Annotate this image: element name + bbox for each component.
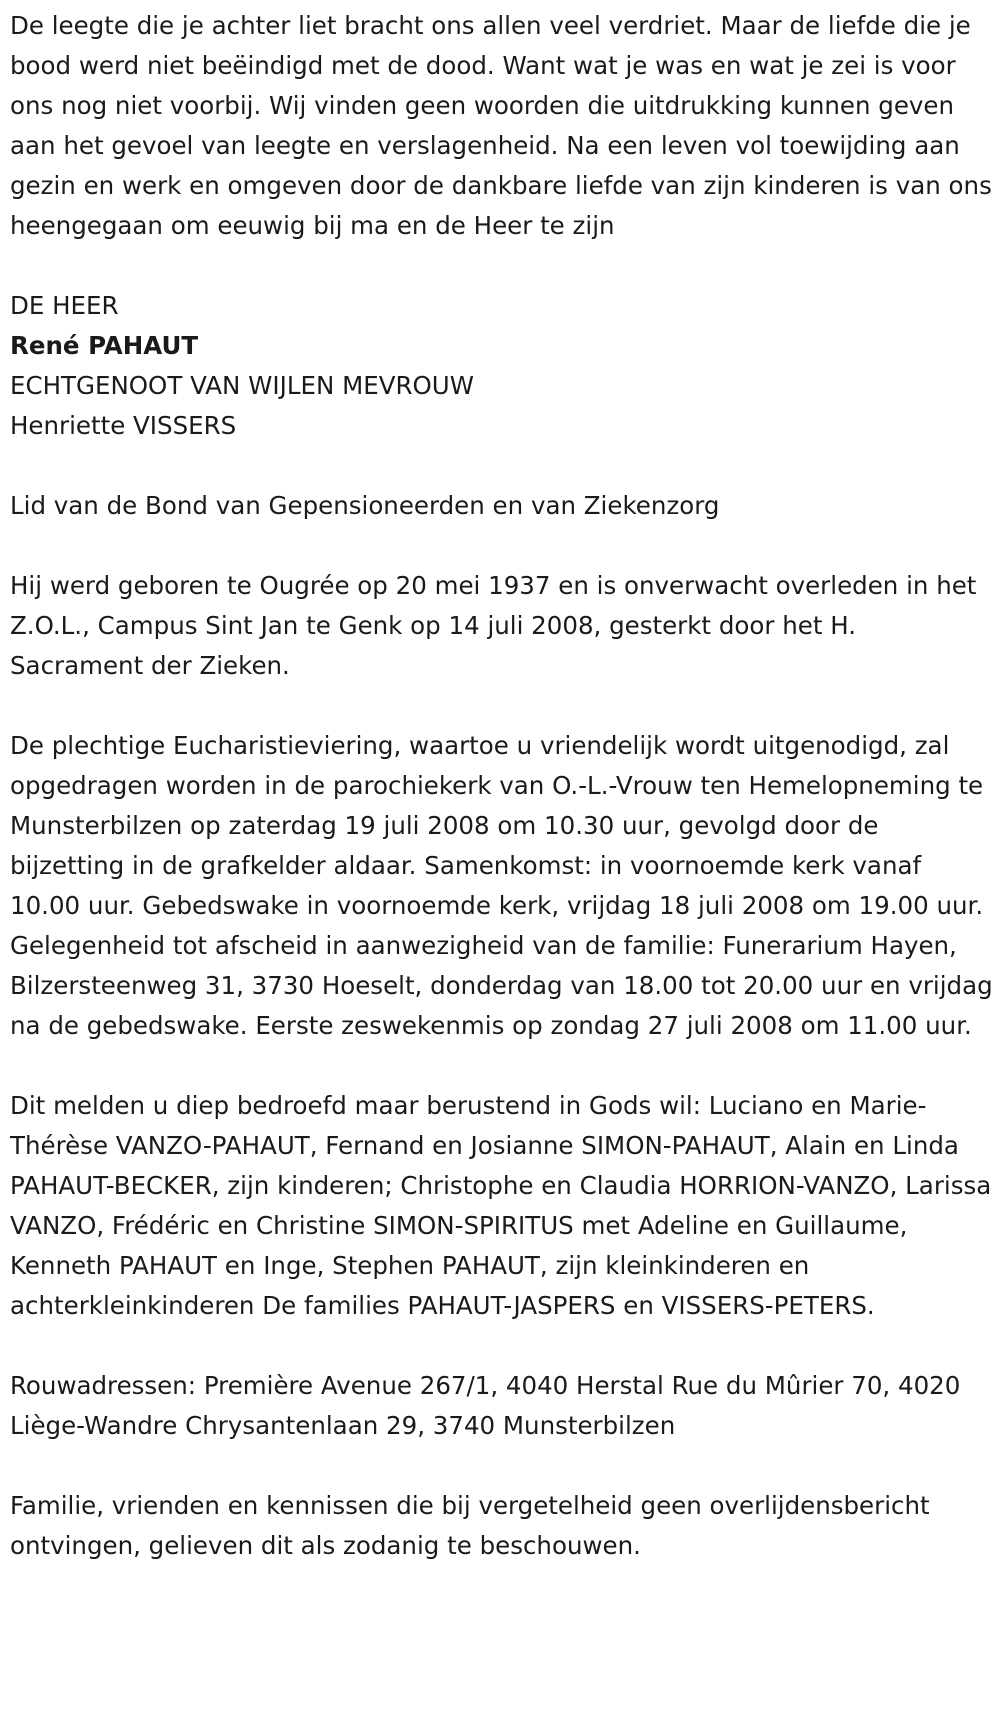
deceased-name: René PAHAUT xyxy=(10,331,199,360)
spacer xyxy=(10,1446,995,1486)
spacer xyxy=(10,526,995,566)
spacer xyxy=(10,246,995,286)
addresses-paragraph: Rouwadressen: Première Avenue 267/1, 4040 Herstal Rue du Mûrier 70, 4020 Liège-Wandre Chrysantenlaan 29, 3740 Munsterbilzen xyxy=(10,1371,961,1440)
family-paragraph: Dit melden u diep bedroefd maar berustend in Gods wil: Luciano en Marie-Thérèse VANZO-PAHAUT, Fernand en Josianne SIMON-PAHAUT, Alain en Linda PAHAUT-BECKER, zijn kinderen; Christophe en Claudia HORRION-VANZO, Larissa VANZO, Frédéric en Christine SIMON-SPIRITUS met Adeline en Guillaume, Kenneth PAHAUT en Inge, Stephen PAHAUT, zijn kleinkinderen en achterkleinkinderen De families PAHAUT-JASPERS en VISSERS-PETERS. xyxy=(10,1091,992,1320)
ceremony-paragraph: De plechtige Eucharistieviering, waartoe u vriendelijk wordt uitgenodigd, zal opgedragen worden in de parochiekerk van O.-L.-Vrouw ten Hemelopneming te Munsterbilzen op zaterdag 19 juli 2008 om 10.30 uur, gevolgd door de bijzetting in de grafkelder aldaar. Samenkomst: in voornoemde kerk vanaf 10.00 uur. Gebedswake in voornoemde kerk, vrijdag 18 juli 2008 om 19.00 uur. Gelegenheid tot afscheid in aanwezigheid van de familie: Funerarium Hayen, Bilzersteenweg 31, 3730 Hoeselt, donderdag van 18.00 tot 20.00 uur en vrijdag na de gebedswake. Eerste zeswekenmis op zondag 27 juli 2008 om 11.00 uur. xyxy=(10,731,993,1040)
spacer xyxy=(10,686,995,726)
spouse-name: Henriette VISSERS xyxy=(10,411,237,440)
honorific: DE HEER xyxy=(10,291,119,320)
spacer xyxy=(10,1326,995,1366)
spacer xyxy=(10,1046,995,1086)
membership-line: Lid van de Bond van Gepensioneerden en van Ziekenzorg xyxy=(10,491,720,520)
intro-paragraph: De leegte die je achter liet bracht ons allen veel verdriet. Maar de liefde die je bood werd niet beëindigd met de dood. Want wat je was en wat je zei is voor ons nog niet voorbij. Wij vinden geen woorden die uitdrukking kunnen geven aan het gevoel van leegte en verslagenheid. Na een leven vol toewijding aan gezin en werk en omgeven door de dankbare liefde van zijn kinderen is van ons heengegaan om eeuwig bij ma en de Heer te zijn xyxy=(10,11,992,240)
relation-line: ECHTGENOOT VAN WIJLEN MEVROUW xyxy=(10,371,474,400)
closing-paragraph: Familie, vrienden en kennissen die bij vergetelheid geen overlijdensbericht ontvingen, gelieven dit als zodanig te beschouwen. xyxy=(10,1491,930,1560)
spacer xyxy=(10,446,995,486)
birth-death-paragraph: Hij werd geboren te Ougrée op 20 mei 1937 en is onverwacht overleden in het Z.O.L., Campus Sint Jan te Genk op 14 juli 2008, gesterkt door het H. Sacrament der Zieken. xyxy=(10,571,977,680)
obituary-document xyxy=(10,6,995,1566)
